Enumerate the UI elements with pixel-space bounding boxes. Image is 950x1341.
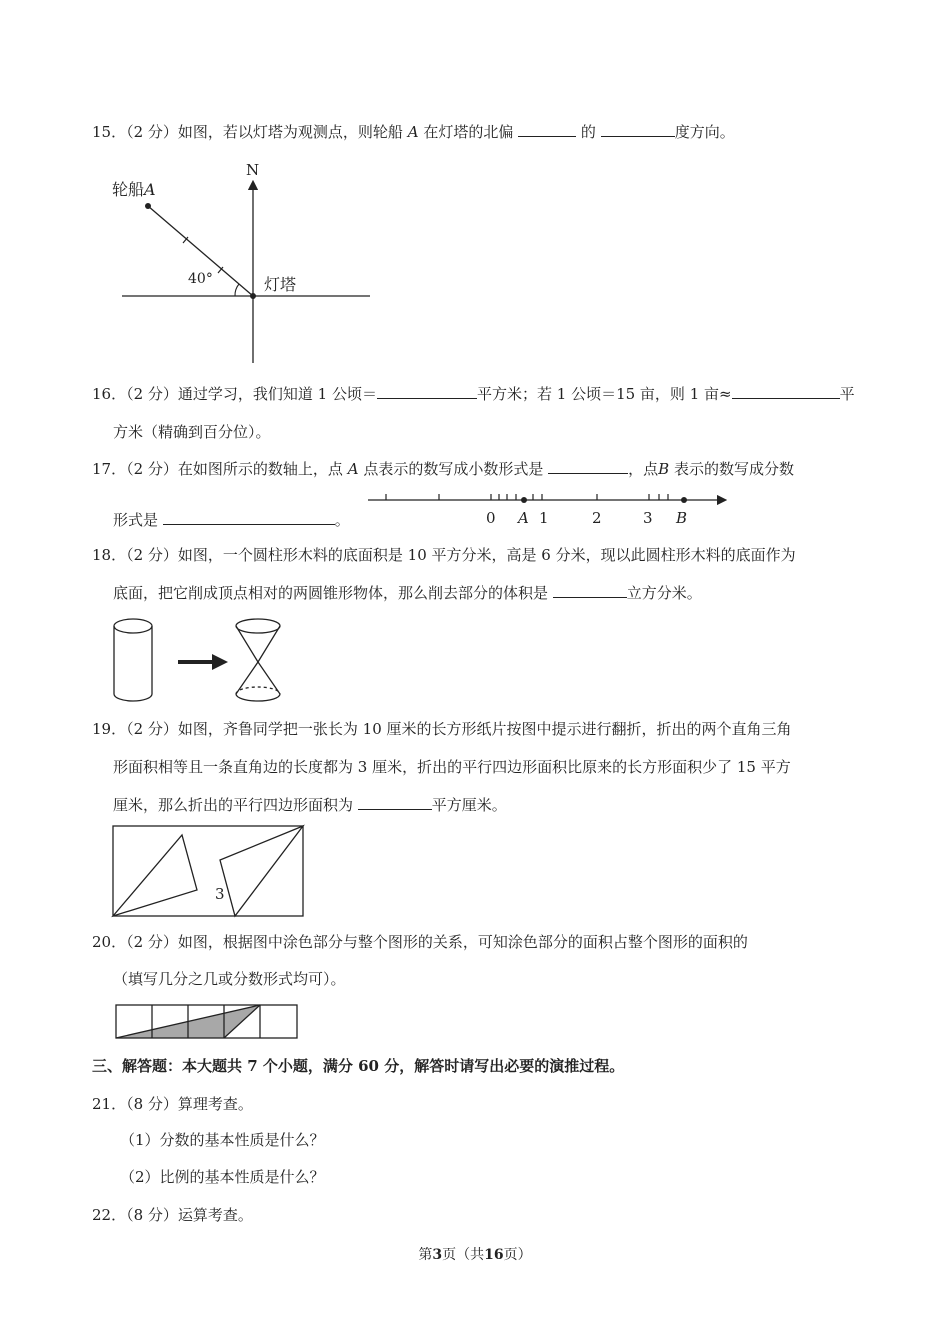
rectangle-outline xyxy=(113,826,303,916)
length-label: 3 xyxy=(215,885,225,903)
q21-score: （8 分） xyxy=(126,1095,178,1113)
q15-text: 15．（2 分）如图，若以灯塔为观测点，则轮船 A 在灯塔的北偏 的 度方向。 xyxy=(92,123,735,141)
q15-blank-2[interactable] xyxy=(601,122,675,137)
axis-label-2: 2 xyxy=(592,509,602,527)
page-total: 16 xyxy=(484,1247,504,1263)
q18-text-line-1: 18．（2 分）如图，一个圆柱形木料的底面积是 10 平方分米，高是 6 分米，现以此圆柱形木料的底面作为 xyxy=(92,546,796,564)
q19-text-line-2: 形面积相等且一条直角边的长度都为 3 厘米，折出的平行四边形面积比原来的长方形面积少了 15 平方 xyxy=(113,758,791,776)
q18-text-line-2: 底面，把它削成顶点相对的两圆锥形物体，那么削去部分的体积是 立方分米。 xyxy=(113,584,702,602)
angle-arc xyxy=(235,284,239,296)
q20-score: （2 分） xyxy=(126,933,178,951)
q15-lighthouse-figure xyxy=(112,155,382,370)
q17-text-line-2: 形式是 。 xyxy=(113,511,350,529)
q16-blank-2[interactable] xyxy=(732,384,840,399)
double-cone-shape xyxy=(236,619,280,701)
ship-point xyxy=(145,203,151,209)
page-number: 3 xyxy=(432,1247,443,1263)
lighthouse-point xyxy=(250,293,256,299)
q18-blank[interactable] xyxy=(553,583,627,598)
q22-number: 22． xyxy=(92,1206,127,1224)
q17-blank-2[interactable] xyxy=(163,510,335,525)
q16-text-line-2: 方米（精确到百分位）。 xyxy=(113,423,271,441)
angle-label: 40° xyxy=(188,271,213,287)
q19-text-line-3: 厘米，那么折出的平行四边形面积为 平方厘米。 xyxy=(113,796,507,814)
axis-label-1: 1 xyxy=(539,509,549,527)
q22-text: 22．（8 分）运算考查。 xyxy=(92,1206,253,1224)
q16-score: （2 分） xyxy=(126,385,178,403)
q20-shaded-grid-figure xyxy=(115,1004,301,1040)
q17-score: （2 分） xyxy=(126,460,178,478)
ship-label: 轮船A xyxy=(112,180,156,199)
q19-number: 19． xyxy=(92,720,127,738)
q19-folded-paper-figure xyxy=(112,825,308,921)
lighthouse-label: 灯塔 xyxy=(264,275,297,294)
q17-text-line-1: 17．（2 分）在如图所示的数轴上，点 A 点表示的数写成小数形式是 ，点B 表示的数写成分数 xyxy=(92,460,794,478)
q18-number: 18． xyxy=(92,546,127,564)
q20-number: 20． xyxy=(92,933,127,951)
axis-label-b: B xyxy=(676,509,688,527)
q15-blank-1[interactable] xyxy=(518,122,576,137)
q19-text-line-1: 19．（2 分）如图，齐鲁同学把一张长为 10 厘米的长方形纸片按图中提示进行翻折，折出的两个直角三角 xyxy=(92,720,792,738)
q21-subquestion-2: （2）比例的基本性质是什么？ xyxy=(120,1168,325,1186)
point-a xyxy=(521,497,527,503)
q16-text-line-1: 16．（2 分）通过学习，我们知道 1 公顷＝ 平方米；若 1 公顷＝15 亩，则 1 亩≈ 平 xyxy=(92,385,855,403)
cylinder-shape xyxy=(114,619,152,701)
q21-text: 21．（8 分）算理考查。 xyxy=(92,1095,253,1113)
folded-triangle-left xyxy=(113,835,197,916)
q21-number: 21． xyxy=(92,1095,127,1113)
axis-ticks xyxy=(386,494,668,500)
arrowhead-icon xyxy=(212,654,228,670)
folded-triangle-right xyxy=(220,826,303,916)
section-3-heading: 三、解答题：本大题共 7 个小题，满分 60 分，解答时请写出必要的演推过程。 xyxy=(92,1057,625,1075)
q20-text-line-2: （填写几分之几或分数形式均可）。 xyxy=(113,970,346,988)
q15-score: （2 分） xyxy=(126,123,178,141)
q18-score: （2 分） xyxy=(126,546,178,564)
north-label: N xyxy=(246,161,260,179)
q15-number: 15． xyxy=(92,123,127,141)
q19-score: （2 分） xyxy=(126,720,178,738)
axis-label-3: 3 xyxy=(643,509,653,527)
q22-score: （8 分） xyxy=(126,1206,178,1224)
q16-number: 16． xyxy=(92,385,127,403)
q19-blank[interactable] xyxy=(358,795,432,810)
page-footer: 第3页（共16页） xyxy=(418,1247,532,1263)
q16-blank-1[interactable] xyxy=(377,384,477,399)
axis-label-0: 0 xyxy=(486,509,496,527)
axis-label-a: A xyxy=(518,509,529,527)
q17-number: 17． xyxy=(92,460,127,478)
q17-blank-1[interactable] xyxy=(548,459,628,474)
q18-cylinder-figure xyxy=(108,612,298,707)
q17-number-line xyxy=(362,488,732,530)
point-b xyxy=(681,497,687,503)
q21-subquestion-1: （1）分数的基本性质是什么？ xyxy=(120,1131,325,1149)
q20-text-line-1: 20．（2 分）如图，根据图中涂色部分与整个图形的关系，可知涂色部分的面积占整个图形的面积的 xyxy=(92,933,748,951)
